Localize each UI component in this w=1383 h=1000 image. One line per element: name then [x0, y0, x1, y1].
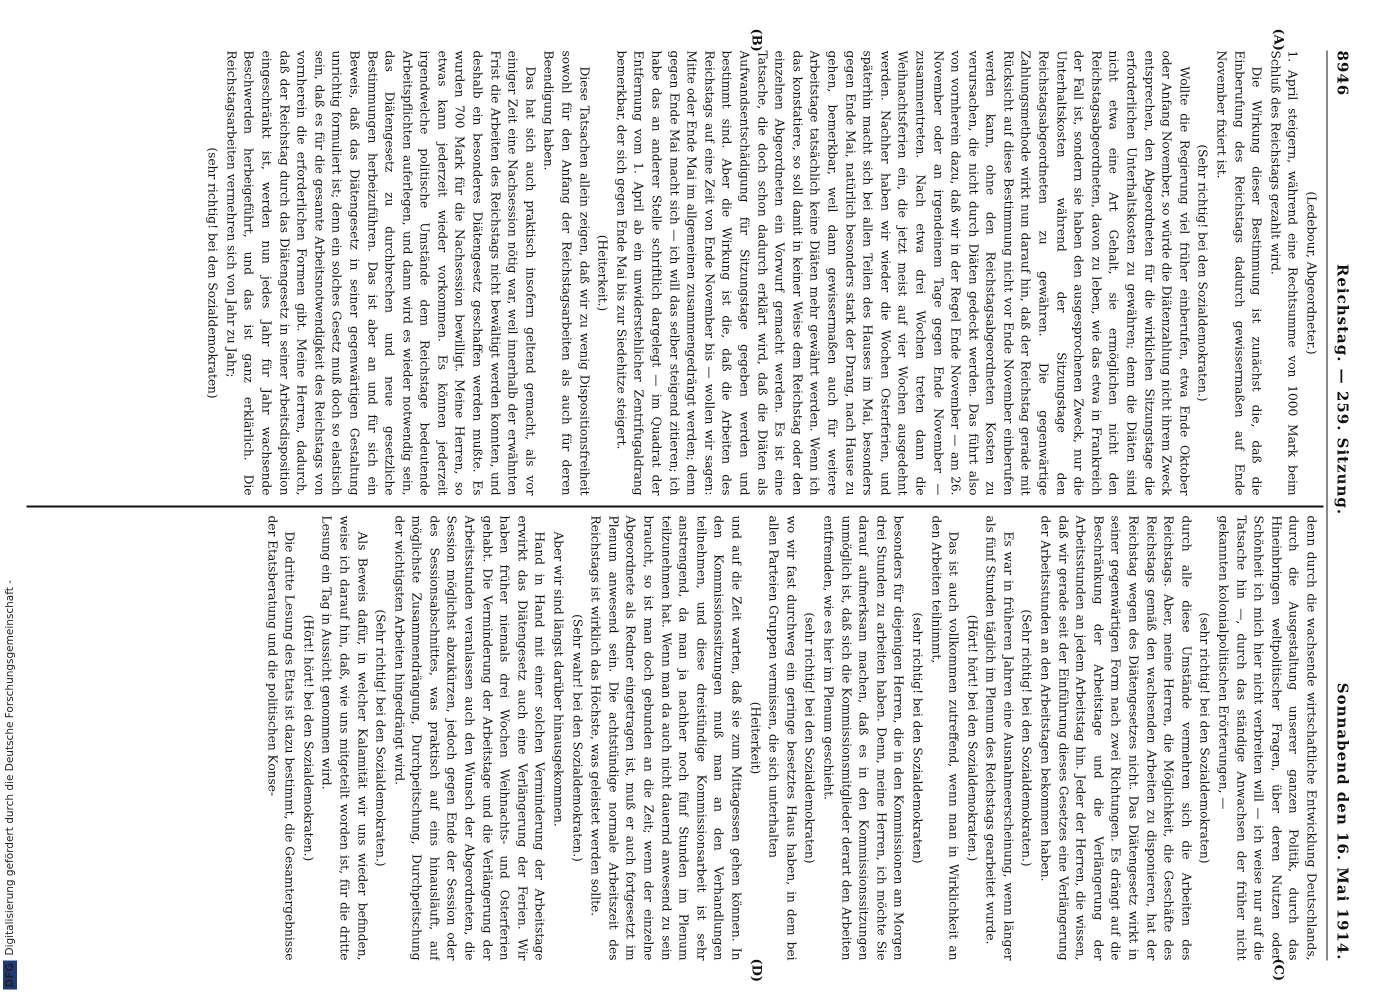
interjection: (sehr richtig! bei den Sozialdemokraten) — [1197, 612, 1212, 864]
page-header — [1331, 51, 1353, 961]
page-title: Reichstag. — 259. Sitzung. — [1333, 263, 1351, 516]
interjection: (Sehr wahr! bei den Sozialdemokraten.) — [569, 614, 584, 862]
paragraph: Wollte die Regierung viel früher einberufen, etwa Ende Oktober oder Anfang November, so würde die Diätenzahlung nicht ihrem Zweck entsprechen, den Abgeordneten für die wirklichen Sitzungstage die erforderlichen Unterhaltskosten zu gewähren; denn die Diäten sind nicht etwa eine Art Gehalt, sie ermöglichen nicht den Reichstagsabgeordneten, davon zu leben, wie das etwa in Frankreich der Fall ist, sondern sie haben den ausgesprochenen Zweck, nur die Unterhaltskosten während der Sitzungstage den Reichstagsabgeordneten zu gewähren. Die gegenwärtige Zahlungsmethode wirkt nun darauf hin, daß der Reichstag gerade mit Rücksicht auf diese Bestimmung nicht vor Ende November einberufen werden kann, ohne den Reichstagsabgeordneten Kosten zu verursachen, die nicht durch Diäten gedeckt werden. Das führt also von vornherein dazu, daß wir in der Regel Ende November — am 26. November oder an irgendeinem Tage gegen Ende November — zusammentreten. Nach etwa drei Wochen treten dann die Weihnachtsferien ein, die jetzt meist auf vier Wochen ausgedehnt werden. Nachher haben wir wieder die Wochen Osterferien, und späterhin macht sich bei allen Teilen des Hauses im Mai, besonders gegen Ende Mai, natürlich besonders stark der Drang, nach Hause zu gehen, bemerkbar, weil dann gewissermaßen auch für weitere Arbeitstage tatsächlich keine Diäten mehr gewährt werden. Wenn ich das konstatiere, so soll damit in keiner Weise dem Reichstag oder den einzelnen Abgeordneten ein Vorwurf gemacht werden. Es ist eine Tatsache, die doch schon dadurch erklärt wird, daß die Diäten als Aufwandsentschädigung für Sitzungstage gegeben werden und bestimmt sind. Aber die Wirkung ist die, daß die Arbeiten des Reichstags auf eine Zeit von Ende November bis — wollen wir sagen: Mitte oder Ende Mai im allgemeinen zusammengedrängt werden; denn gegen Ende Mai macht sich — ich will das selber steigend zitieren; ich habe das an anderer Stelle schriftlich dargelegt — im Quadrat der Entfernung vom 1. April ab ein unwiderstehlicher Zentrifugaldrang bemerkbar, der sich gegen Ende Mai bis zur Siedehitze steigert. — [613, 50, 1191, 496]
page-number: 8946 — [1333, 50, 1351, 97]
right-column — [28, 516, 1319, 961]
paragraph: besonders für diejenigen Herren, die in den Kommissionen am Morgen drei Stunden zu arbeiten haben. Denn, meine Herren, ich möchte Sie darauf aufmerksam machen, daß es in den Kommissionssitzungen unmöglich ist, daß sich die Kommissionsmitglieder derart den Arbeiten entfremden, wie es hier im Plenum geschieht. — [820, 515, 906, 961]
interjection: (Sehr richtig! bei den Sozialdemokraten.) — [373, 609, 388, 867]
paragraph: Die dritte Lesung des Etats ist dazu bestimmt, die Gesamtergebnisse der Etatsberatung und die politischen Konse- — [264, 515, 297, 961]
interjection: (Heiterkeit) — [747, 701, 762, 775]
interjection: (Heiterkeit.) — [595, 234, 610, 312]
interjection: (Sehr richtig! bei den Sozialdemokraten.) — [1019, 609, 1034, 867]
paragraph: Die Wirkung dieser Bestimmung ist zunächst die, daß die Einberufung des Reichstags dadurch gewissermaßen auf Ende November fixiert ist. — [1214, 50, 1264, 496]
dfg-logo: DFG — [4, 963, 16, 988]
margin-marker-b: (B) — [748, 28, 763, 52]
paragraph: (Ledebour, Abgeordneter.) — [1304, 191, 1318, 355]
paragraph: Diese Tatsachen allein zeigen, daß wir zu wenig Dispositionsfreiheit sowohl für den Anfang der Reichstagsarbeiten als auch für deren Beendigung haben. — [541, 50, 591, 496]
interjection: (Hört! hört! bei den Sozialdemokraten.) — [300, 614, 315, 862]
paragraph: Das hat sich auch praktisch insofern geltend gemacht, als vor einiger Zeit eine Nachsession nötig war, weil innerhalb der erwähnten Frist die Arbeiten des Reichstags nicht bewältigt werden konnten, und deshalb ein besonderes Diätengesetz geschaffen werden mußte. Es wurden 700 Mark für die Nachsession bewilligt. Meine Herren, so etwas kann jederzeit wieder vorkommen. Es können jederzeit irgendwelche politische Umstände dem Reichstage bedeutende Arbeitspflichten auferlegen, und dann wird es wieder notwendig sein, das Diätengesetz zu durchbrechen und neue gesetzliche Bestimmungen herbeizuführen. Das ist aber an und für sich ein Beweis, daß das Diätengesetz in seiner gegenwärtigen Gestaltung unrichtig formuliert ist; denn ein solches Gesetz muß doch so elastisch sein, daß es für die gesamte Arbeitsnotwendigkeit des Reichstags von vornherein die erforderlichen Formen gibt. Meine Herren, dadurch, daß der Reichstag durch das Diätengesetz in seiner Arbeitsdisposition eingeschränkt ist, werden nun jedes Jahr für Jahr wachsende Beschwerden herbeigeführt, und das ist ganz erklärlich. Die Reichstagsarbeiten vermehren sich von Jahr zu Jahr; — [223, 50, 537, 496]
header-rule — [1326, 51, 1327, 961]
digitization-credit — [2, 40, 18, 990]
paragraph: Es war in früheren Jahren eine Ausnahmeerscheinung, wenn länger als fünf Stunden täglich im Plenum des Reichstags gearbeitet wurde. — [983, 515, 1015, 961]
paragraph: Das ist auch vollkommen zutreffend, wenn man in Wirklichkeit an den Arbeiten teilnimmt, — [928, 515, 961, 961]
paragraph: 1. April steigern, während eine Rechtsumme von 1000 Mark beim Schluß des Reichstags gezahlt wird. — [1267, 50, 1300, 496]
paragraph: wo wir fast durchweg ein geringe besetztes Haus haben, in dem bei allen Parteien Gruppen vermissen, die sich unterhalten — [766, 515, 798, 961]
column-divider — [26, 506, 1323, 508]
paragraph: Hand in Hand mit einer solchen Verminderung der Arbeitstage erwirkt das Diätengesetz auch eine Verlängerung der Ferien. Wir haben früher niemals drei Wochen Weihnachts- und Osterferien gehabt. Die Verminderung der Arbeitstage und die Verlängerung der Arbeitsstunden veranlassen auch den Wunsch der Abgeordneten, die Session möglichst abzukürzen, jedoch gegen Ende der Session oder des Sessionsabschnittes, was praktisch auf eins hinausläuft, auf möglichste Zusammendrängung, Durchpeitschung, Durchpeitschung der wichtigsten Arbeiten hingedrängt wird. — [391, 515, 547, 961]
paragraph: Aber wir sind längst darüber hinausgekommen. — [551, 531, 566, 827]
paragraph: Als Beweis dafür, in welcher Kalamität wir uns wieder befinden, weise ich darauf hin, daß, wie uns mitgeteilt worden ist, für die dritte Lesung ein Tag in Aussicht genommen wird. — [319, 515, 369, 961]
paragraph: denn durch die wachsende wirtschaftliche Entwicklung Deutschlands, durch die Ausgestaltung unserer ganzen Politik, durch das Hineinbringen weltpolitischer Fragen, über deren Nutzen oder Schönheit ich mich hier nicht verbreiten will — ich weise nur auf die Tatsache hin —, durch das ständige Anwachsen der früher nicht gekannten kolonialpolitischen Erörterungen, — — [1216, 515, 1318, 961]
paragraph: und auf die Zeit warten, daß sie zum Mittagessen gehen können. In den Kommissionssitzungen muß man an den Verhandlungen teilnehmen, und diese dreistündige Kommissionsarbeit ist sehr anstrengend, da man ja nachher noch fünf Stunden im Plenum teilzunehmen hat. Wenn man da auch nicht dauernd anwesend zu sein braucht, so ist man doch gebunden an die Zeit; wenn der einzelne Abgeordnete als Redner eingetragen ist, muß er auch fortgesetzt im Plenum anwesend sein. Die achtstündige normale Arbeitszeit des Reichstags ist wirklich das Höchste, was geleistet werden sollte. — [588, 515, 743, 961]
interjection: (Hört! hört! bei den Sozialdemokraten.) — [964, 614, 979, 862]
digitization-credit-text: Digitalisierung gefördert durch die Deutsche Forschungsgemeinschaft - — [4, 579, 16, 956]
interjection: (Sehr richtig! bei den Sozialdemokraten.) — [1195, 144, 1210, 402]
interjection: (sehr richtig! bei den Sozialdemokraten) — [802, 612, 817, 864]
margin-marker-d: (D) — [748, 958, 763, 983]
interjection: (sehr richtig! bei den Sozialdemokraten) — [909, 612, 924, 864]
margin-marker-c: (C) — [1270, 958, 1285, 982]
left-column — [28, 51, 1319, 496]
margin-marker-a: (A) — [1270, 28, 1285, 51]
paragraph: durch alle diese Umstände vermehren sich die Arbeiten des Reichstags. Aber, meine Herren, die Möglichkeit, die Geschäfte des Reichstags gemäß den wachsenden Arbeiten zu disponieren, hat der Reichstag wegen des Diätengesetzes nicht. Das Diätengesetz wirkt in seiner gegenwärtigen Form nach zwei Richtungen. Es drängt auf die Beschränkung der Arbeitstage und die Verlängerung der Arbeitsstunden an jedem Arbeitstag hin. Jeder der Herren, die wissen, daß wir gerade seit der Einführung dieses Gesetzes eine Verlängerung der Arbeitsstunden an den Arbeitstagen bekommen haben. — [1038, 515, 1193, 961]
document-page — [20, 21, 1363, 981]
page-date: Sonnabend den 16. Mai 1914. — [1333, 682, 1351, 961]
interjection: (sehr richtig! bei den Sozialdemokraten) — [205, 147, 220, 399]
